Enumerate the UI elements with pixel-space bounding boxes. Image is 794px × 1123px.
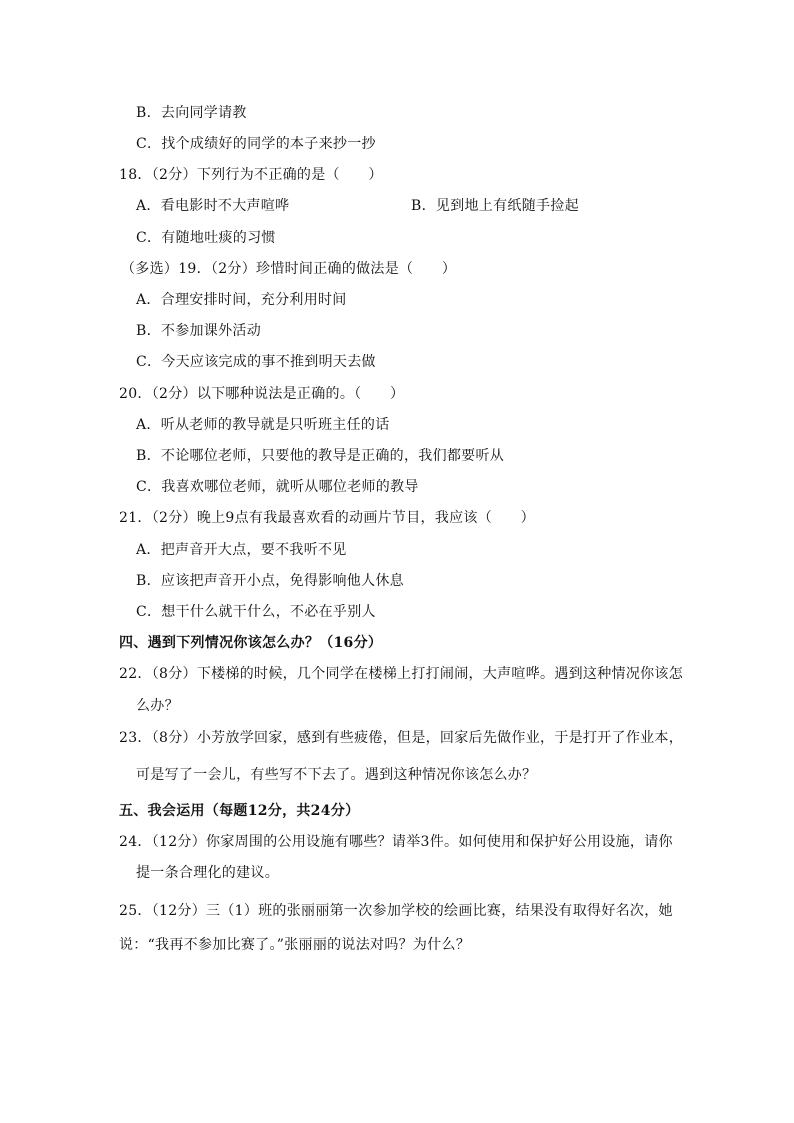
option-21b: B．应该把声音开小点，免得影响他人休息	[136, 573, 404, 589]
question-21: 21．（2分）晚上9点有我最喜欢看的动画片节目，我应该（ ）	[119, 510, 535, 526]
question-22-line2: 么办？	[136, 698, 179, 714]
option-20c: C．我喜欢哪位老师，就听从哪位老师的教导	[136, 479, 419, 495]
option-20b: B．不论哪位老师，只要他的教导是正确的，我们都要听从	[136, 448, 505, 464]
question-23-line2: 可是写了一会儿，有些写不下去了。遇到这种情况你该怎么办？	[136, 767, 537, 783]
option-17b: B．去向同学请教	[136, 105, 247, 121]
option-19a: A．合理安排时间，充分利用时间	[136, 292, 347, 308]
option-21c: C．想干什么就干什么，不必在乎别人	[136, 604, 376, 620]
question-22-line1: 22．（8分）下楼梯的时候，几个同学在楼梯上打打闹闹，大声喧哗。遇到这种情况你该怎	[119, 666, 684, 682]
option-21a: A．把声音开大点，要不我听不见	[136, 542, 347, 558]
option-17c: C．找个成绩好的同学的本子来抄一抄	[136, 136, 376, 152]
section-5-heading: 五、我会运用（每题12分，共24分）	[119, 803, 360, 819]
option-19c: C．今天应该完成的事不推到明天去做	[136, 354, 376, 370]
question-18: 18．（2分）下列行为不正确的是（ ）	[119, 167, 383, 183]
question-23-line1: 23．（8分）小芳放学回家，感到有些疲倦，但是，回家后先做作业，于是打开了作业本，	[119, 730, 684, 746]
question-20: 20．（2分）以下哪种说法是正确的。（ ）	[119, 386, 405, 402]
question-24-line2: 提一条合理化的建议。	[136, 865, 279, 881]
question-24-line1: 24．（12分）你家周围的公用设施有哪些？请举3件。如何使用和保护好公用设施，请你	[119, 834, 673, 850]
option-18a: A．看电影时不大声喧哗	[136, 198, 290, 214]
section-4-heading: 四、遇到下列情况你该怎么办？（16分）	[119, 635, 383, 651]
option-18c: C．有随地吐痰的习惯	[136, 230, 276, 246]
question-25-line1: 25．（12分）三（1）班的张丽丽第一次参加学校的绘画比赛，结果没有取得好名次，她	[119, 903, 673, 919]
option-20a: A．听从老师的教导就是只听班主任的话	[136, 417, 390, 433]
question-25-line2: 说：“我再不参加比赛了。”张丽丽的说法对吗？为什么？	[119, 937, 471, 953]
question-19: （多选）19．（2分）珍惜时间正确的做法是（ ）	[121, 261, 457, 277]
option-18b: B．见到地上有纸随手捡起	[411, 198, 579, 214]
option-19b: B．不参加课外活动	[136, 323, 261, 339]
